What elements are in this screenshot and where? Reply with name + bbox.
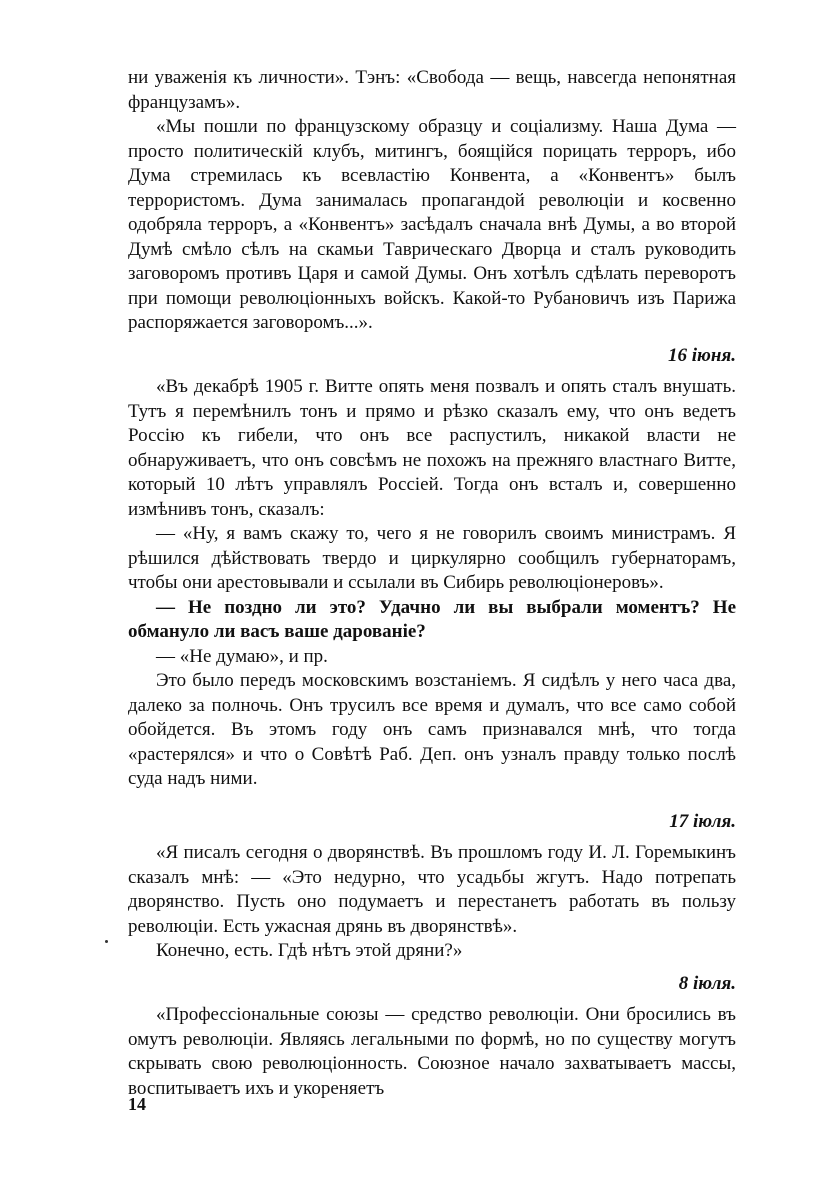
paragraph: «Въ декабрѣ 1905 г. Витте опять меня позвалъ и опять сталъ внушать. Тутъ я перемѣнилъ тонъ и прямо и рѣзко сказалъ ему, что онъ ведетъ Россію къ гибели, что онъ все распустилъ, никакой власти не обнаруживаетъ, что онъ совсѣмъ не похожъ на прежняго властнаго Витте, который 10 лѣтъ управлялъ Россіей. Тогда онъ всталъ и, совершенно измѣнивъ тонъ, сказалъ: — [128, 376, 736, 520]
diary-date: 16 іюня. — [668, 344, 736, 366]
print-speck — [105, 940, 108, 943]
paragraph: — Не поздно ли это? Удачно ли вы выбрали моментъ? Не обмануло ли васъ ваше дарованіе? — [128, 596, 736, 642]
paragraph: Конечно, есть. Гдѣ нѣтъ этой дряни?» — [156, 940, 463, 961]
page-body — [128, 66, 736, 1101]
diary-date: 8 іюля. — [678, 972, 736, 994]
paragraph: — «Не думаю», и пр. — [156, 645, 328, 667]
paragraph: Это было передъ московскимъ возстаніемъ. Я сидѣлъ у него часа два, далеко за полночь. Онъ трусилъ все время и думалъ, что все само собой обойдется. Въ этомъ году онъ самъ признавался мнѣ, что тогда «растерялся» и что о Совѣтѣ Раб. Деп. онъ узналъ правду только послѣ суда надъ ними. — [128, 670, 736, 789]
paragraph: — «Ну, я вамъ скажу то, чего я не говорилъ своимъ министрамъ. Я рѣшился дѣйствовать твердо и циркулярно сообщилъ губернаторамъ, чтобы они арестовывали и ссылали въ Сибирь революціонеровъ». — [128, 523, 736, 593]
paragraph: ни уваженія къ личности». Тэнъ: «Свобода — вещь, навсегда непонятная французамъ». — [128, 67, 736, 113]
page-number: 14 — [128, 1094, 146, 1114]
paragraph: «Профессіональные союзы — средство революціи. Они бросились въ омутъ революціи. Являясь легальными по формѣ, но по существу могутъ скрывать свою революціонность. Союзное начало захватываетъ массы, воспитываетъ ихъ и укореняетъ — [128, 1004, 736, 1099]
diary-date: 17 іюля. — [669, 810, 736, 832]
paragraph: «Мы пошли по французскому образцу и соціализму. Наша Дума — просто политическій клубъ, митингъ, боящійся порицать терроръ, ибо Дума стремилась къ всевластію Конвента, а «Конвентъ» былъ террористомъ. Дума занималась пропагандой революціи и косвенно одобряла терроръ, а «Конвентъ» засѣдалъ сначала внѣ Думы, а во второй Думѣ смѣло сѣлъ на скамьи Таврическаго Дворца и сталъ руководить заговоромъ противъ Царя и самой Думы. Онъ хотѣлъ сдѣлать переворотъ при помощи революціонныхъ войскъ. Какой-то Рубановичъ изъ Парижа распоряжается заговоромъ...». — [128, 116, 736, 333]
paragraph: «Я писалъ сегодня о дворянствѣ. Въ прошломъ году И. Л. Горемыкинъ сказалъ мнѣ: — «Это недурно, что усадьбы жгутъ. Надо потрепать дворянство. Пусть оно подумаетъ и перестанетъ работать въ пользу революціи. Есть ужасная дрянь въ дворянствѣ». — [128, 842, 736, 937]
